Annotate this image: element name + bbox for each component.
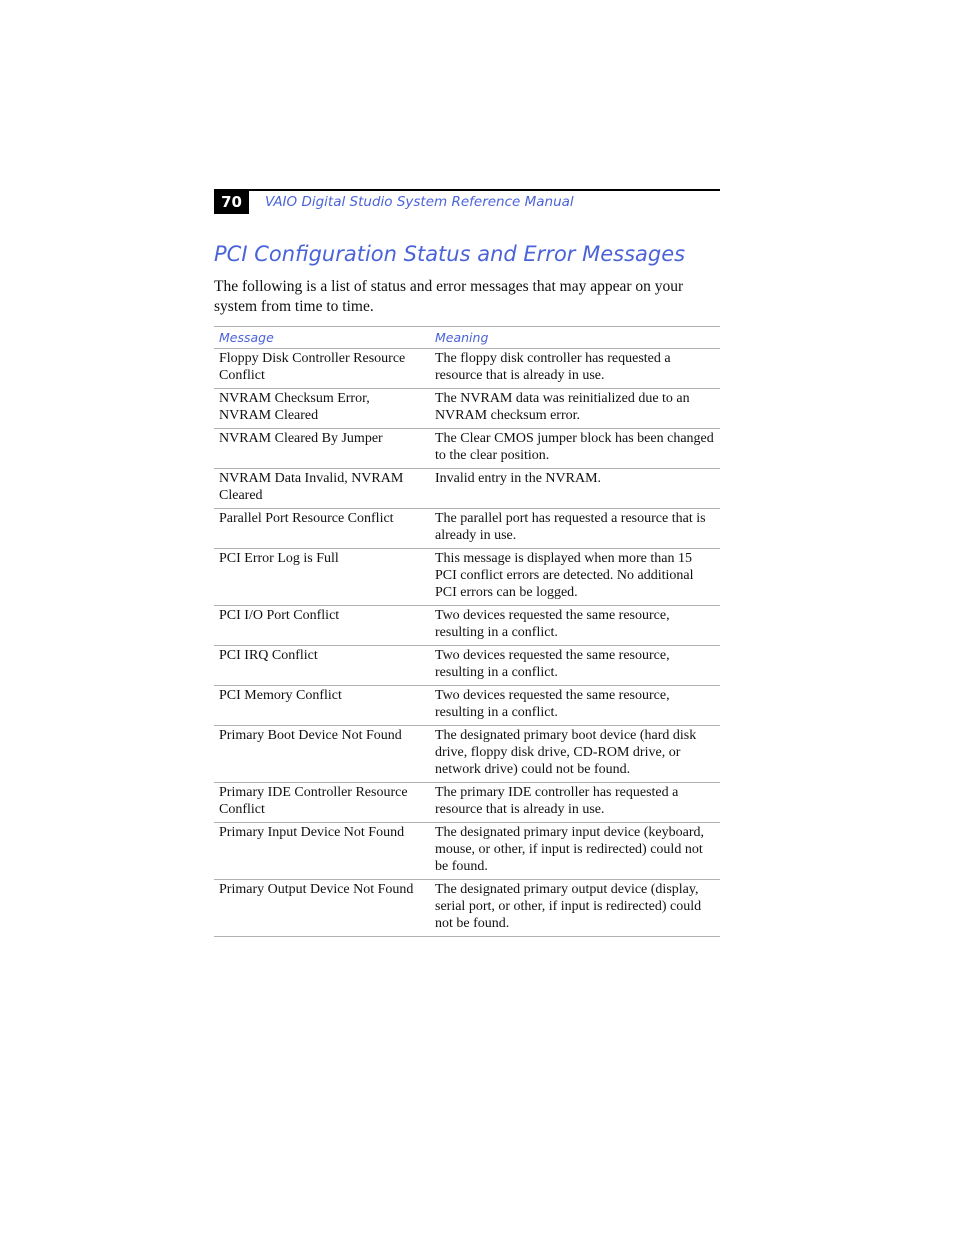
- table-row: [214, 429, 720, 469]
- meaning-cell: This message is displayed when more than 15 PCI conflict errors are detected. No additional PCI errors can be logged.: [430, 549, 720, 606]
- table-row: [214, 726, 720, 783]
- meaning-cell: The designated primary boot device (hard disk drive, floppy disk drive, CD-ROM drive, or network drive) could not be found.: [430, 726, 720, 783]
- table-row: [214, 349, 720, 389]
- message-cell: PCI IRQ Conflict: [214, 646, 430, 686]
- table-header-row: [214, 327, 720, 349]
- message-cell: PCI I/O Port Conflict: [214, 606, 430, 646]
- meaning-cell: Two devices requested the same resource, resulting in a conflict.: [430, 686, 720, 726]
- message-cell: NVRAM Data Invalid, NVRAM Cleared: [214, 469, 430, 509]
- table-row: [214, 646, 720, 686]
- column-header-meaning: Meaning: [430, 327, 720, 349]
- table-row: [214, 389, 720, 429]
- running-title: VAIO Digital Studio System Reference Manual: [265, 194, 574, 210]
- page-header: [214, 189, 720, 216]
- message-cell: Primary Boot Device Not Found: [214, 726, 430, 783]
- meaning-cell: Invalid entry in the NVRAM.: [430, 469, 720, 509]
- table-row: [214, 880, 720, 937]
- message-cell: Floppy Disk Controller Resource Conflict: [214, 349, 430, 389]
- message-cell: NVRAM Checksum Error, NVRAM Cleared: [214, 389, 430, 429]
- message-cell: Primary IDE Controller Resource Conflict: [214, 783, 430, 823]
- message-cell: PCI Memory Conflict: [214, 686, 430, 726]
- table-row: [214, 469, 720, 509]
- meaning-cell: The floppy disk controller has requested a resource that is already in use.: [430, 349, 720, 389]
- table-row: [214, 509, 720, 549]
- message-cell: PCI Error Log is Full: [214, 549, 430, 606]
- meaning-cell: Two devices requested the same resource, resulting in a conflict.: [430, 606, 720, 646]
- table-row: [214, 783, 720, 823]
- table-row: [214, 549, 720, 606]
- page-number: 70: [214, 191, 249, 214]
- table-row: [214, 606, 720, 646]
- message-cell: Parallel Port Resource Conflict: [214, 509, 430, 549]
- meaning-cell: The Clear CMOS jumper block has been changed to the clear position.: [430, 429, 720, 469]
- table-row: [214, 823, 720, 880]
- message-cell: Primary Output Device Not Found: [214, 880, 430, 937]
- meaning-cell: The NVRAM data was reinitialized due to an NVRAM checksum error.: [430, 389, 720, 429]
- message-cell: Primary Input Device Not Found: [214, 823, 430, 880]
- meaning-cell: The primary IDE controller has requested a resource that is already in use.: [430, 783, 720, 823]
- meaning-cell: The parallel port has requested a resource that is already in use.: [430, 509, 720, 549]
- meaning-cell: The designated primary output device (display, serial port, or other, if input is redirected) could not be found.: [430, 880, 720, 937]
- table-row: [214, 686, 720, 726]
- intro-paragraph: The following is a list of status and error messages that may appear on your system from time to time.: [214, 278, 684, 315]
- column-header-message: Message: [214, 327, 430, 349]
- meaning-cell: The designated primary input device (keyboard, mouse, or other, if input is redirected) could not be found.: [430, 823, 720, 880]
- messages-table: [214, 326, 720, 937]
- message-cell: NVRAM Cleared By Jumper: [214, 429, 430, 469]
- section-title: PCI Configuration Status and Error Messages: [214, 242, 686, 266]
- meaning-cell: Two devices requested the same resource, resulting in a conflict.: [430, 646, 720, 686]
